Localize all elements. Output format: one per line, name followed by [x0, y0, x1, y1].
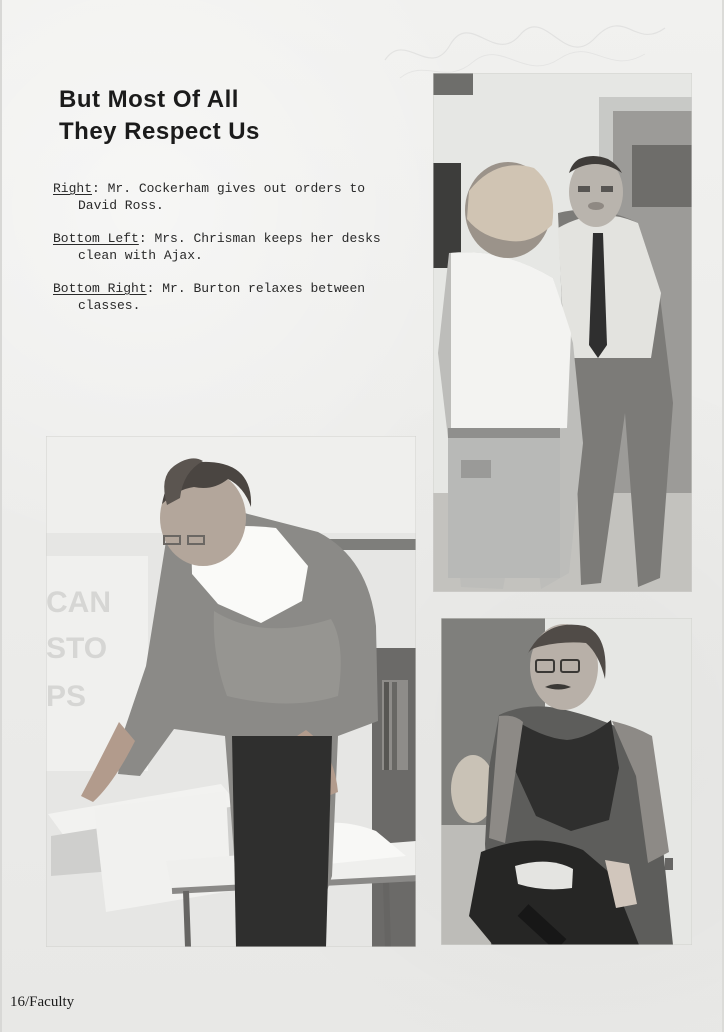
- caption-label-bottom-right: Bottom Right: [53, 281, 147, 296]
- right-photo-illustration: [433, 73, 692, 592]
- caption-label-right: Right: [53, 181, 93, 196]
- caption-text-right-line-2: David Ross.: [78, 198, 164, 213]
- caption-text-bottom-left-line-1: Mrs. Chrisman keeps her desks: [154, 231, 381, 246]
- caption-text-bottom-right-line-2: classes.: [78, 298, 141, 313]
- caption-bottom-right-photo: [53, 280, 413, 314]
- caption-text-right-line-1: Mr. Cockerham gives out orders to: [107, 181, 366, 196]
- caption-text-bottom-left-line-2: clean with Ajax.: [78, 248, 203, 263]
- page-headline: [59, 84, 369, 148]
- caption-right-photo: [53, 180, 413, 214]
- svg-text:PS: PS: [46, 680, 87, 713]
- bottom-right-photo-illustration: [441, 618, 692, 945]
- caption-label-bottom-left: Bottom Left: [53, 231, 139, 246]
- bottom-left-photo-illustration: [46, 436, 416, 947]
- right-photo-cockerham: [433, 73, 692, 592]
- headline-line-1: But Most Of All: [59, 86, 239, 113]
- svg-text:CAN: CAN: [46, 586, 111, 619]
- caption-colon: :: [92, 181, 108, 196]
- caption-text-bottom-right-line-1: Mr. Burton relaxes between: [162, 281, 366, 296]
- caption-colon: :: [146, 281, 163, 296]
- bottom-left-photo-chrisman: [46, 436, 416, 947]
- caption-colon: :: [138, 231, 155, 246]
- bottom-right-photo-burton: [441, 618, 692, 945]
- svg-text:STO: STO: [46, 632, 108, 665]
- headline-line-2: They Respect Us: [59, 118, 260, 145]
- caption-bottom-left-photo: [53, 230, 413, 264]
- page-footer: 16/Faculty: [10, 994, 75, 1010]
